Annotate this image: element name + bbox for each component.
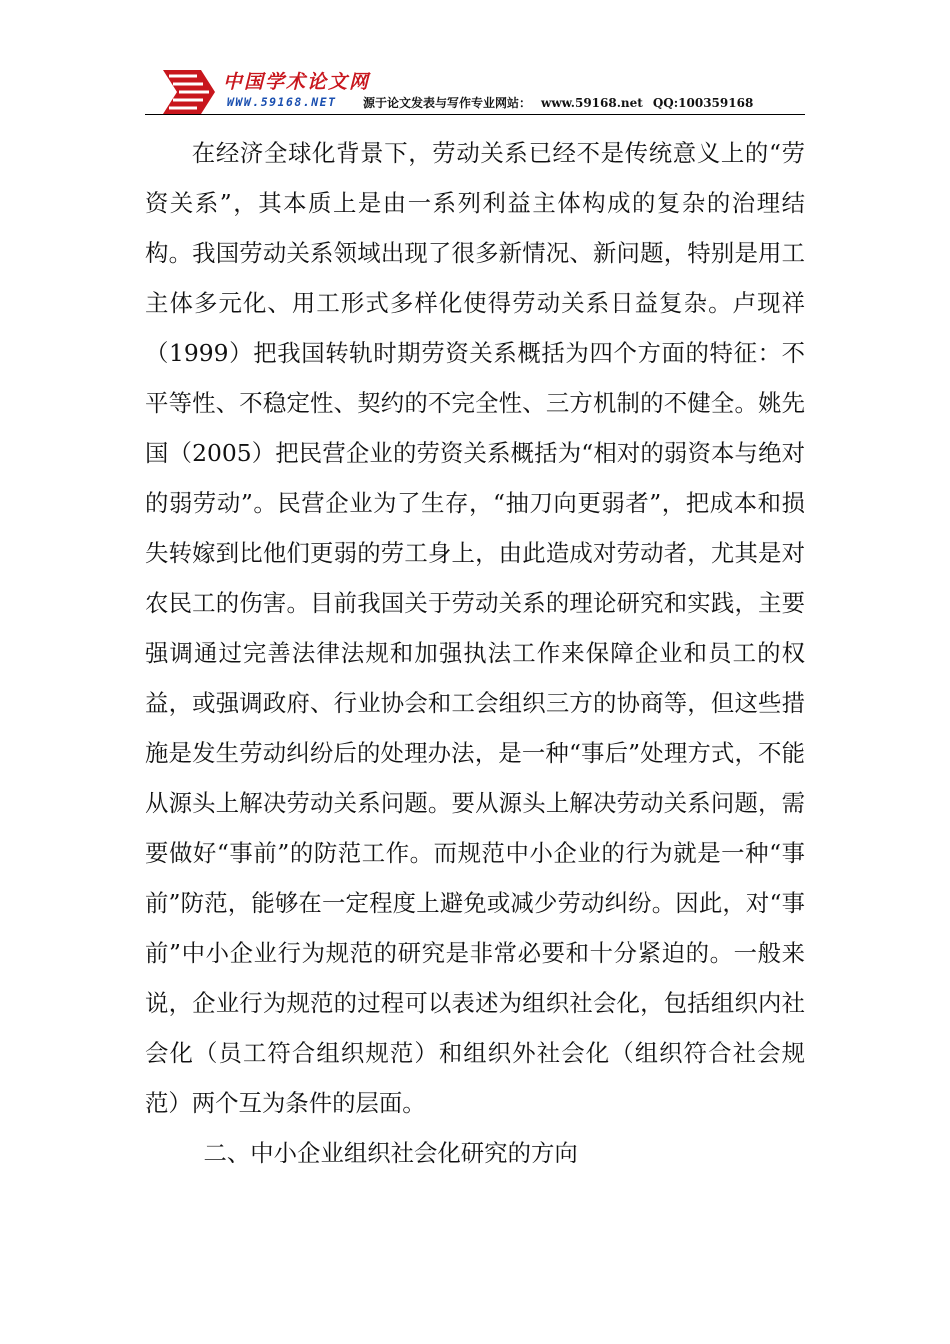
site-link[interactable]: www.59168.net <box>541 96 643 110</box>
source-label: 源于论文发表与写作专业网站： <box>363 96 532 110</box>
qq-number: QQ:100359168 <box>652 96 754 110</box>
document-body <box>145 128 805 1178</box>
red-striped-arrow-icon <box>161 68 217 116</box>
header-divider <box>145 114 805 115</box>
body-paragraph: 在经济全球化背景下，劳动关系已经不是传统意义上的“劳资关系”，其本质上是由一系列利益主体构成的复杂的治理结构。我国劳动关系领域出现了很多新情况、新问题，特别是用工主体多元化、用工形式多样化使得劳动关系日益复杂。卢现祥（1999）把我国转轨时期劳资关系概括为四个方面的特征：不平等性、不稳定性、契约的不完全性、三方机制的不健全。姚先国（2005）把民营企业的劳资关系概括为“相对的弱资本与绝对的弱劳动”。民营企业为了生存，“抽刀向更弱者”，把成本和损失转嫁到比他们更弱的劳工身上，由此造成对劳动者，尤其是对农民工的伤害。目前我国关于劳动关系的理论研究和实践，主要强调通过完善法律法规和加强执法工作来保障企业和员工的权益，或强调政府、行业协会和工会组织三方的协商等，但这些措施是发生劳动纠纷后的处理办法，是一种“事后”处理方式，不能从源头上解决劳动关系问题。要从源头上解决劳动关系问题，需要做好“事前”的防范工作。而规范中小企业的行为就是一种“事前”防范，能够在一定程度上避免或减少劳动纠纷。因此，对“事前”中小企业行为规范的研究是非常必要和十分紧迫的。一般来说，企业行为规范的过程可以表述为组织社会化，包括组织内社会化（员工符合组织规范）和组织外社会化（组织符合社会规范）两个互为条件的层面。 <box>145 139 805 1117</box>
page-header <box>145 58 805 116</box>
logo-title: 中国学术论文网 <box>223 71 371 93</box>
header-source-info <box>363 94 763 111</box>
section-heading: 二、中小企业组织社会化研究的方向 <box>203 1139 578 1167</box>
logo-url: WWW.59168.NET <box>227 95 337 109</box>
